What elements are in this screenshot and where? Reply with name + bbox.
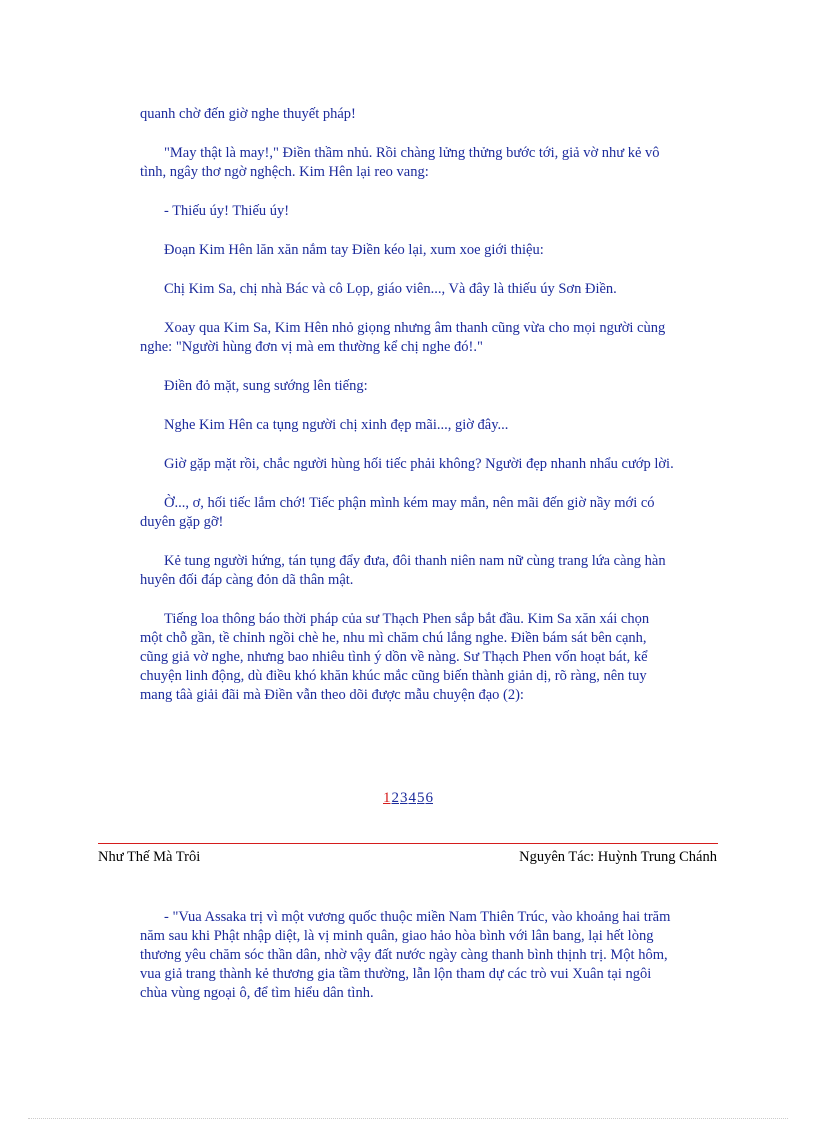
paragraph: Kẻ tung người hứng, tán tụng đẩy đưa, đôi thanh niên nam nữ cùng trang lứa càng hàn huyên đối đáp càng đỏn dã thân mật. [140,553,666,588]
paragraph: Đoạn Kim Hên lăn xăn nắm tay Điền kéo lại, xum xoe giới thiệu: [164,242,544,258]
page-link-2[interactable]: 2 [391,790,399,806]
page-link-5[interactable]: 5 [417,790,425,806]
paragraph: Nghe Kim Hên ca tụng người chị xinh đẹp mãi..., giờ đây... [164,417,509,433]
paragraph: Ờ..., ơ, hối tiếc lắm chớ! Tiếc phận mình kém may mắn, nên mãi đến giờ nầy mới có duyên gặp gỡ! [140,495,655,530]
page-link-6[interactable]: 6 [425,790,433,806]
paragraph: Điền đỏ mặt, sung sướng lên tiếng: [164,378,368,394]
paragraph: - Thiếu úy! Thiếu úy! [164,203,290,219]
paragraph: "May thật là may!," Điền thầm nhủ. Rồi chàng lửng thửng bước tới, giả vờ như kẻ vô tình, ngây thơ ngờ nghệch. Kim Hên lại reo vang: [140,145,660,180]
page-link-1[interactable]: 1 [383,790,391,806]
page-link-4[interactable]: 4 [408,790,416,806]
paragraph: Xoay qua Kim Sa, Kim Hên nhỏ giọng nhưng âm thanh cũng vừa cho mọi người cùng nghe: "Người hùng đơn vị mà em thường kể chị nghe đó!." [140,320,666,355]
footer-author: Nguyên Tác: Huỳnh Trung Chánh [519,849,717,865]
story-text [140,105,675,705]
page-bottom-border [28,1118,788,1119]
next-page-text [140,908,675,1003]
page-link-3[interactable]: 3 [400,790,408,806]
page-navigation [0,789,816,808]
paragraph: - "Vua Assaka trị vì một vương quốc thuộc miền Nam Thiên Trúc, vào khoảng hai trăm năm sau khi Phật nhập diệt, là vị minh quân, giao hảo hòa bình với lân bang, lại hết lòng thương yêu chăm sóc thần dân, nhờ vậy đất nước ngày càng thanh bình thịnh trị. Một hôm, vua giả trang thành kẻ thương gia tầm thường, lẫn lộn tham dự các trò vui Xuân tại ngôi chùa vùng ngoại ô, để tìm hiểu dân tình. [140,909,671,1001]
paragraph: Tiếng loa thông báo thời pháp của sư Thạch Phen sắp bắt đầu. Kim Sa xăn xái chọn một chỗ gần, tề chỉnh ngồi chè he, nhu mì chăm chú lắng nghe. Điền bám sát bên cạnh, cũng giả vờ nghe, nhưng bao nhiêu tình ý dồn về nàng. Sư Thạch Phen vốn hoạt bát, kể chuyện linh động, dù điều khó khăn khúc mắc cũng biến thành giản dị, rõ ràng, nên tuy mang tâà giải đãi mà Điền vẫn theo dõi được mẫu chuyện đạo (2): [140,611,650,703]
paragraph: Giờ gặp mặt rồi, chắc người hùng hối tiếc phải không? Người đẹp nhanh nhẩu cướp lời. [164,456,674,472]
footer-divider [98,843,718,844]
footer-book-title: Như Thế Mà Trôi [98,849,201,865]
paragraph: quanh chờ đến giờ nghe thuyết pháp! [140,106,356,122]
paragraph: Chị Kim Sa, chị nhà Bác và cô Lọp, giáo viên..., Và đây là thiếu úy Sơn Điền. [164,281,617,297]
